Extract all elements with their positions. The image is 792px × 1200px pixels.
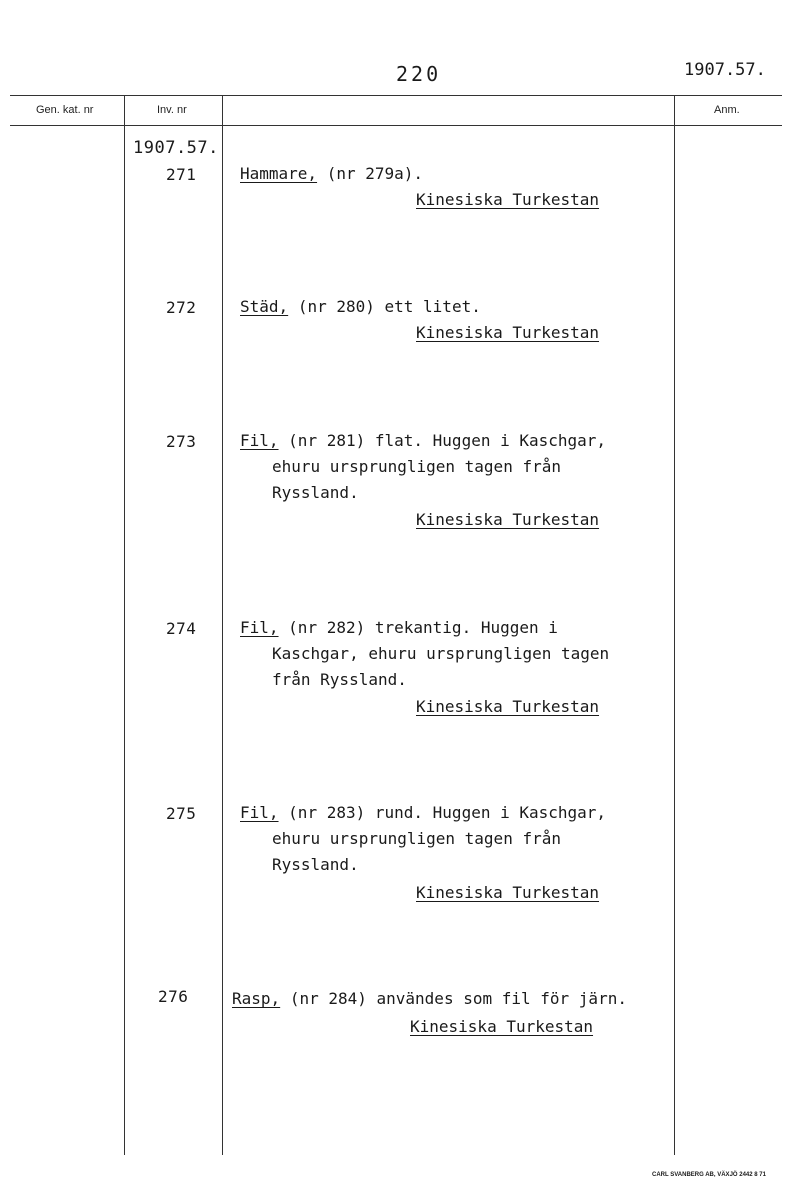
- catalog-code: 1907.57.: [684, 60, 766, 80]
- entry-description: [240, 615, 670, 693]
- inventory-number: 273: [166, 432, 197, 451]
- header-top-rule: [10, 95, 782, 96]
- inventory-number: 276: [158, 987, 189, 1006]
- inventory-number: 272: [166, 298, 197, 317]
- entry-description: [240, 428, 670, 506]
- description-line: från Ryssland.: [272, 670, 407, 689]
- location-label: Kinesiska Turkestan: [410, 1017, 594, 1036]
- col-divider-2: [222, 95, 223, 1155]
- description-line: (nr 282) trekantig. Huggen i: [288, 618, 558, 637]
- location-label: Kinesiska Turkestan: [416, 190, 600, 209]
- description-line: ehuru ursprungligen tagen från: [272, 457, 561, 476]
- description-line: (nr 281) flat. Huggen i Kaschgar,: [288, 431, 607, 450]
- object-name: Hammare,: [240, 164, 318, 183]
- printer-mark: CARL SVANBERG AB, VÄXJÖ 2442 8 71: [652, 1172, 766, 1178]
- object-name: Fil,: [240, 803, 279, 822]
- description-line: (nr 283) rund. Huggen i Kaschgar,: [288, 803, 607, 822]
- header-bottom-rule: [10, 125, 782, 126]
- entry-description: [240, 800, 670, 878]
- location-label: Kinesiska Turkestan: [416, 697, 600, 716]
- object-name: Fil,: [240, 431, 279, 450]
- column-header-inv-nr: Inv. nr: [157, 104, 187, 116]
- object-name: Fil,: [240, 618, 279, 637]
- location-label: Kinesiska Turkestan: [416, 510, 600, 529]
- entry-description: [232, 986, 672, 1012]
- entry-description: [240, 161, 660, 187]
- description-line: Kaschgar, ehuru ursprungligen tagen: [272, 644, 610, 663]
- location-label: Kinesiska Turkestan: [416, 323, 600, 342]
- col-divider-3: [674, 95, 675, 1155]
- description-line: Ryssland.: [272, 483, 359, 502]
- description-line: Ryssland.: [272, 855, 359, 874]
- inventory-number: 274: [166, 619, 197, 638]
- entry-description: [240, 294, 660, 320]
- description-line: (nr 279a).: [326, 164, 424, 183]
- object-name: Rasp,: [232, 989, 281, 1008]
- inventory-number: 275: [166, 804, 197, 823]
- inventory-number: 271: [166, 165, 197, 184]
- description-line: ehuru ursprungligen tagen från: [272, 829, 561, 848]
- column-header-gen-kat-nr: Gen. kat. nr: [36, 104, 94, 116]
- description-line: (nr 280) ett litet.: [297, 297, 481, 316]
- column-header-anm: Anm.: [714, 104, 740, 116]
- series-label: 1907.57.: [133, 138, 219, 158]
- page-number: 220: [396, 62, 442, 86]
- col-divider-1: [124, 95, 125, 1155]
- location-label: Kinesiska Turkestan: [416, 883, 600, 902]
- description-line: (nr 284) användes som fil för järn.: [289, 989, 627, 1008]
- object-name: Städ,: [240, 297, 289, 316]
